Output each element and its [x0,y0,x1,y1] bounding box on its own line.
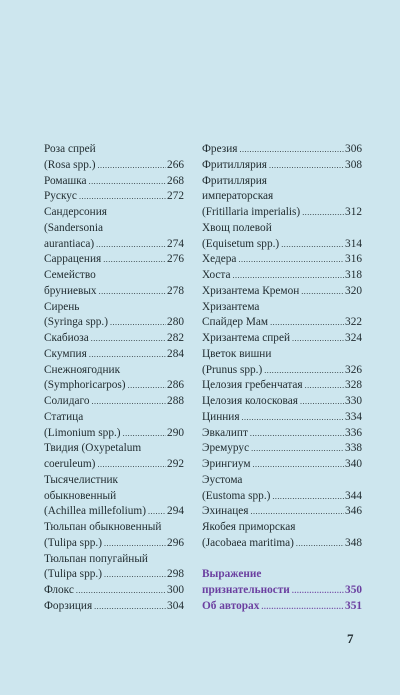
toc-entry-title: Целозия гребенчатая [202,379,303,392]
toc-entry-page: 334 [345,410,362,423]
toc-entry [202,378,362,394]
dot-leader [251,441,344,457]
toc-entry-page: 316 [345,253,362,266]
toc-entry-title: Статица [44,410,84,423]
toc-entry [44,520,184,536]
dot-leader [148,504,166,520]
toc-entry [202,205,362,221]
toc-entry-title: Об авторах [202,599,260,612]
toc-entry [44,457,184,473]
dot-leader [302,205,344,221]
toc-entry-page: 294 [167,505,184,518]
toc-entry-title: Роза спрей [44,143,96,155]
toc-entry [44,221,184,237]
toc-entry [44,331,184,347]
toc-entry-title: императорская [202,190,274,203]
toc-entry [44,567,184,583]
toc-entry-page: 350 [345,584,362,596]
toc-entry-page: 306 [345,143,362,155]
dot-leader [301,284,344,300]
toc-entry-title: Эвкалипт [202,426,248,439]
toc-entry [44,489,184,505]
toc-left-column [44,142,184,615]
toc-entry-title: Цинния [202,410,240,423]
dot-leader [91,394,166,410]
page-number: 7 [347,631,354,646]
toc-entry-title: Эустома [202,473,243,486]
dot-leader [292,583,344,599]
dot-leader [123,426,166,442]
toc-entry-title: Цветок вишни [202,347,272,360]
dot-leader [104,567,166,583]
toc-entry-title: признательности [202,584,290,596]
dot-leader [253,457,345,473]
toc-entry-page: 344 [345,489,362,502]
toc-entry-page: 276 [167,253,184,266]
dot-leader [250,426,344,442]
toc-entry [44,158,184,174]
toc-entry [202,221,362,237]
toc-entry-page: 286 [167,379,184,392]
toc-entry [202,268,362,284]
toc-entry [202,489,362,505]
toc-entry-page: 304 [167,599,184,612]
dot-leader [97,457,166,473]
toc-entry-page: 351 [345,599,362,612]
toc-entry-page: 324 [345,332,362,344]
dot-leader [281,237,344,253]
toc-entry-title: Солидаго [44,395,90,407]
dot-leader [128,378,166,394]
back-matter-entry [202,599,362,615]
toc-entry-page: 326 [345,363,362,376]
toc-entry-title: (Tulipa spp.) [44,536,102,549]
toc-entry-page: 296 [167,536,184,549]
toc-entry-title: Фритиллярия [202,158,267,171]
toc-entry [202,284,362,300]
toc-entry-title: Флокс [44,584,74,596]
toc-entry-title: (Tulipa spp.) [44,568,102,581]
toc-entry-title: Тысячелистник [44,473,119,486]
toc-entry [44,599,184,615]
toc-entry-title: Хризантема [202,300,260,313]
toc-entry-title: обыкновенный [44,489,117,502]
dot-leader [300,394,344,410]
dot-leader [272,489,344,505]
toc-entry [202,520,362,536]
dot-leader [94,599,166,615]
toc-entry-title: (Fritillaria imperialis) [202,206,301,218]
toc-entry-title: Эремурус [202,442,250,455]
toc-entry [44,552,184,568]
toc-entry-page: 278 [167,284,184,297]
toc-entry [202,174,362,190]
toc-entry-title: Целозия колосковая [202,395,298,407]
toc-entry-page: 340 [345,458,362,470]
toc-entry-title: aurantiaca) [44,237,95,250]
toc-entry [202,426,362,442]
toc-entry-title: Эрингиум [202,458,251,470]
toc-entry [44,410,184,426]
toc-entry-page: 268 [167,174,184,187]
dot-leader [239,142,344,158]
toc-entry-title: Твидия (Oxypetalum [44,442,142,455]
toc-entry-title: (Eustoma spp.) [202,489,271,502]
dot-leader [296,536,344,552]
dot-leader [292,331,344,347]
dot-leader [99,284,166,300]
toc-entry-title: (Sandersonia [44,221,103,234]
toc-entry-page: 336 [345,426,362,439]
toc-entry-title: бруниевых [44,284,97,297]
toc-entry [44,284,184,300]
dot-leader [238,252,344,268]
dot-leader [305,378,344,394]
toc-entry [44,315,184,331]
dot-leader [91,331,166,347]
toc-entry-page: 338 [345,442,362,455]
toc-entry [202,237,362,253]
toc-entry [202,347,362,363]
toc-entry-page: 348 [345,536,362,549]
toc-entry-title: Хризантема спрей [202,332,291,344]
toc-entry-page: 300 [167,584,184,596]
toc-entry-title: (Jacobaea maritima) [202,536,294,549]
spacer [202,552,362,568]
toc-entry [44,363,184,379]
toc-entry-page: 280 [167,316,184,329]
toc-entry-page: 274 [167,237,184,250]
toc-entry [44,252,184,268]
toc-entry-title: Хоста [202,269,231,281]
back-matter-entry [202,583,362,599]
toc-entry-page: 320 [345,284,362,297]
toc-entry-title: Сандерсония [44,206,107,218]
toc-entry-title: Снежноягодник [44,363,121,376]
dot-leader [79,189,166,205]
dot-leader [104,536,166,552]
toc-entry-title: (Achillea millefolium) [44,505,146,518]
toc-entry-page: 312 [345,206,362,218]
toc-entry [44,189,184,205]
toc-entry-page: 290 [167,426,184,439]
toc-entry [202,315,362,331]
toc-entry [44,268,184,284]
toc-entry-page: 328 [345,379,362,392]
toc-entry [44,394,184,410]
toc-entry-title: Хвощ полевой [202,221,272,234]
toc-entry-page: 272 [167,190,184,203]
toc-entry-title: (Rosa spp.) [44,158,96,171]
dot-leader [96,237,166,253]
toc-entry [44,237,184,253]
toc-entry [202,300,362,316]
dot-leader [269,158,344,174]
toc-entry-title: (Equisetum spp.) [202,237,280,250]
toc-entry [44,426,184,442]
toc-entry-title: Форзиция [44,599,93,612]
toc-entry [202,504,362,520]
toc-entry [202,252,362,268]
dot-leader [76,583,166,599]
toc-entry [44,536,184,552]
toc-entry [44,441,184,457]
toc-entry [44,583,184,599]
dot-leader [89,174,166,190]
toc-entry-title: Хризантема Кремон [202,284,300,297]
toc-entry-title: Спайдер Мам [202,316,269,329]
toc-entry-page: 308 [345,158,362,171]
toc-entry-title: Якобея приморская [202,521,296,533]
toc-entry [44,504,184,520]
toc-entry-title: Саррацения [44,253,102,266]
toc-entry-page: 318 [345,269,362,281]
dot-leader [264,363,344,379]
toc-entry [202,363,362,379]
toc-entry [202,158,362,174]
toc-entry-title: coeruleum) [44,458,96,470]
toc-entry-title: Семейство [44,269,96,281]
dot-leader [261,599,344,615]
toc-entry-page: 314 [345,237,362,250]
toc-entry-title: Сирень [44,300,80,313]
toc-entry-page: 266 [167,158,184,171]
toc-entry [44,174,184,190]
toc-entry-title: Скумпия [44,347,87,360]
toc-entry-title: Скабиоза [44,332,89,344]
dot-leader [110,315,166,331]
toc-entry-page: 346 [345,505,362,518]
toc-entry [44,300,184,316]
toc-entry [202,189,362,205]
toc-entry [44,205,184,221]
toc-entry-page: 292 [167,458,184,470]
toc-entry-title: (Limonium spp.) [44,426,121,439]
dot-leader [89,347,166,363]
toc-entry [44,473,184,489]
toc-entry [44,378,184,394]
toc-entry [44,347,184,363]
toc-entry [202,441,362,457]
toc-entry-page: 330 [345,395,362,407]
dot-leader [232,268,344,284]
toc-entry-page: 298 [167,568,184,581]
toc-entry-title: (Symphoricarpos) [44,379,126,392]
toc-entry [202,536,362,552]
dot-leader [97,158,166,174]
toc-entry-title: Эхинацея [202,505,249,518]
toc-entry-title: Тюльпан попугайный [44,552,148,565]
back-matter-entry [202,567,362,583]
toc-entry-title: (Syringa spp.) [44,316,109,329]
toc-entry [202,331,362,347]
toc-entry [202,394,362,410]
toc-entry-title: Тюльпан обыкновенный [44,521,162,533]
toc-entry [202,410,362,426]
toc-entry [202,142,362,158]
dot-leader [270,315,344,331]
toc-entry-title: Фритиллярия [202,174,267,187]
toc-entry-page: 282 [167,332,184,344]
toc-entry [202,473,362,489]
toc-entry-title: Рускус [44,190,77,203]
toc-entry [202,457,362,473]
toc-entry-title: Хедера [202,253,237,266]
toc-entry-title: Ромашка [44,174,87,187]
toc-entry-page: 288 [167,395,184,407]
toc-entry-page: 322 [345,316,362,329]
dot-leader [103,252,166,268]
toc-entry [44,142,184,158]
toc-entry-title: Выражение [202,568,262,581]
toc-entry-title: (Prunus spp.) [202,363,263,376]
toc-entry-page: 284 [167,347,184,360]
toc-right-column [202,142,362,615]
dot-leader [250,504,344,520]
toc-entry-title: Фрезия [202,143,238,155]
dot-leader [242,410,345,426]
